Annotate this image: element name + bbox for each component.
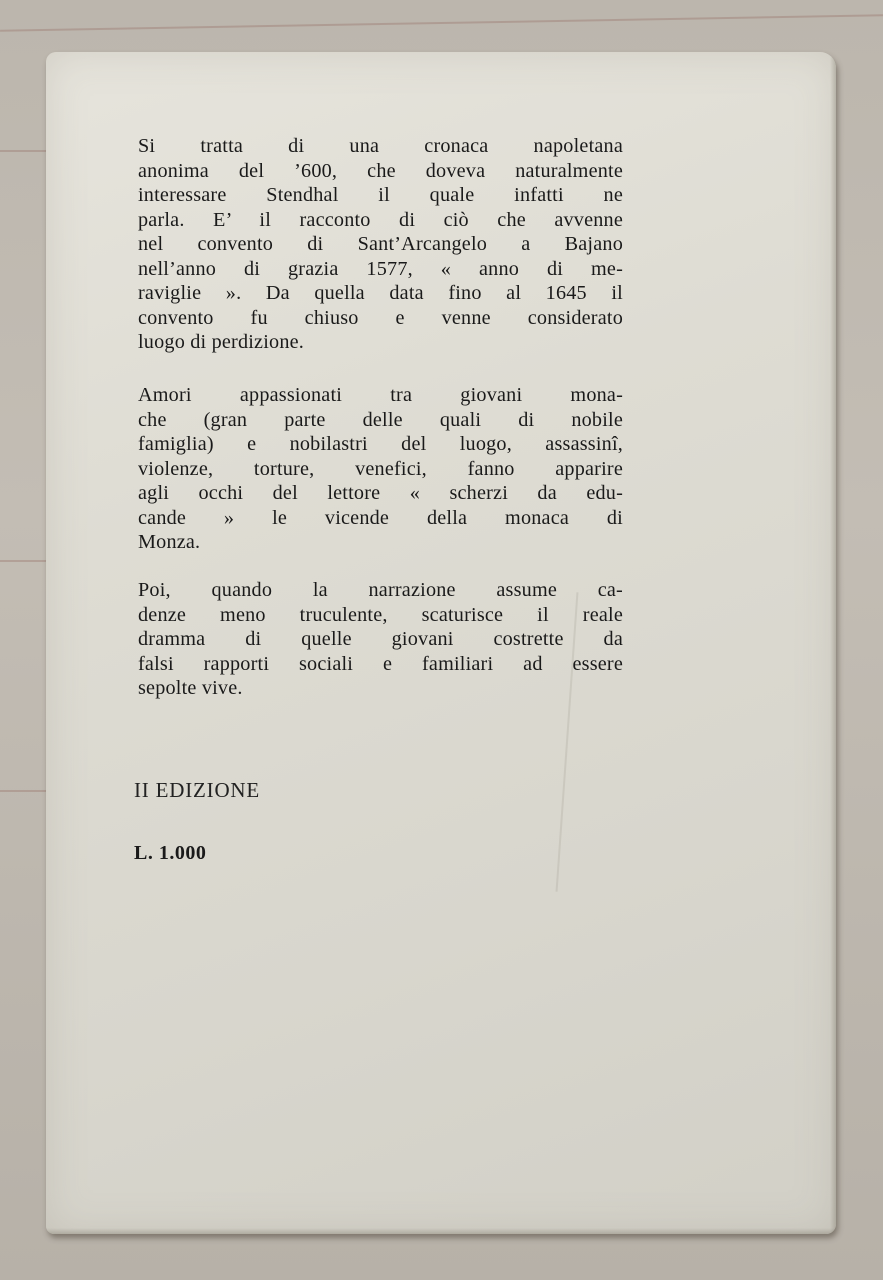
text-line: sepolte vive. [138,677,243,699]
book-back-cover [46,52,836,1234]
text-line: parla. E’ il racconto di ciò che avvenne [138,208,623,231]
description-paragraph-1 [138,134,623,355]
text-line: violenze, torture, venefici, fanno apparire [138,457,623,480]
book-bottom-edge [46,1228,836,1234]
table-grain-line [0,790,50,792]
text-line: anonima del ’600, che doveva naturalmente [138,159,623,182]
text-line: denze meno truculente, scaturisce il reale [138,603,623,626]
text-line: Poi, quando la narrazione assume ca- [138,579,623,601]
text-line: Amori appassionati tra giovani mona- [138,384,623,406]
text-line: falsi rapporti sociali e familiari ad essere [138,652,623,675]
description-paragraph-2 [138,383,623,555]
text-line: dramma di quelle giovani costrette da [138,628,623,650]
text-line: famiglia) e nobilastri del luogo, assassinî, [138,433,623,455]
text-line: raviglie ». Da quella data fino al 1645 il [138,282,623,304]
text-line: luogo di perdizione. [138,331,305,353]
table-grain-line [0,560,50,562]
table-grain-line [0,14,883,31]
text-line: che (gran parte delle quali di nobile [138,408,623,431]
description-paragraph-3 [138,578,623,701]
text-line: interessare Stendhal il quale infatti ne [138,184,623,206]
text-line: cande » le vicende della monaca di [138,506,623,529]
price-label: L. 1.000 [134,842,207,864]
book-right-edge [830,52,836,1234]
text-line: nell’anno di grazia 1577, « anno di me- [138,257,623,280]
text-line: Monza. [138,531,201,553]
text-line: nel convento di Sant’Arcangelo a Bajano [138,233,623,255]
text-line: Si tratta di una cronaca napoletana [138,135,623,157]
edition-label: II EDIZIONE [134,778,261,802]
text-line: convento fu chiuso e venne considerato [138,306,623,329]
text-line: agli occhi del lettore « scherzi da edu- [138,482,623,504]
